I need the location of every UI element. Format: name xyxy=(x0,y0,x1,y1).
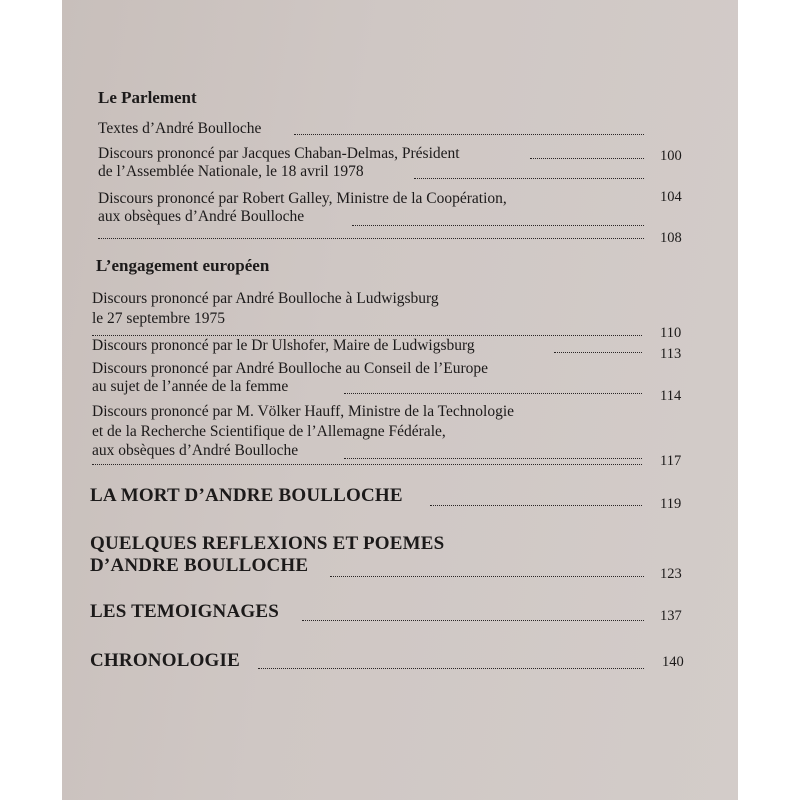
toc-page xyxy=(62,0,738,800)
toc-page-number: 108 xyxy=(660,230,682,246)
toc-entry-text: aux obsèques d’André Boulloche xyxy=(92,442,299,459)
toc-page-number: 100 xyxy=(660,148,682,164)
dot-leader xyxy=(258,668,644,669)
toc-entry-text: le 27 septembre 1975 xyxy=(92,310,226,327)
toc-page-number: 140 xyxy=(662,654,684,670)
section-title-parlement: Le Parlement xyxy=(98,88,197,107)
toc-entry-text: au sujet de l’année de la femme xyxy=(92,378,289,395)
toc-page-number: 117 xyxy=(660,453,682,469)
toc-entry-text: Textes d’André Boulloche xyxy=(98,120,262,137)
dot-leader xyxy=(294,134,644,135)
toc-entry-text: aux obsèques d’André Boulloche xyxy=(98,208,305,225)
toc-entry-text: Discours prononcé par Jacques Chaban-Delmas, Président xyxy=(98,145,460,162)
toc-page-number: 123 xyxy=(660,566,682,582)
toc-entry-text: et de la Recherche Scientifique de l’Allemagne Fédérale, xyxy=(92,423,446,440)
dot-leader xyxy=(92,335,642,336)
chapter-title: CHRONOLOGIE xyxy=(90,650,240,671)
dot-leader xyxy=(330,576,644,577)
toc-entry-text: Discours prononcé par André Boulloche au Conseil de l’Europe xyxy=(92,360,489,377)
toc-entry-text: de l’Assemblée Nationale, le 18 avril 1978 xyxy=(98,163,364,180)
dot-leader xyxy=(98,238,644,239)
toc-page-number: 113 xyxy=(660,346,682,362)
toc-entry-text: Discours prononcé par le Dr Ulshofer, Maire de Ludwigsburg xyxy=(92,337,475,354)
toc-entry-text: Discours prononcé par M. Völker Hauff, Ministre de la Technologie xyxy=(92,403,515,420)
toc-page-number: 104 xyxy=(660,189,682,205)
dot-leader xyxy=(352,225,644,226)
dot-leader xyxy=(554,352,642,353)
chapter-title: LA MORT D’ANDRE BOULLOCHE xyxy=(90,485,403,506)
dot-leader xyxy=(92,464,642,465)
toc-page-number: 119 xyxy=(660,496,682,512)
chapter-title: QUELQUES REFLEXIONS ET POEMES xyxy=(90,533,445,554)
dot-leader xyxy=(414,178,644,179)
dot-leader xyxy=(344,458,642,459)
toc-entry-text: Discours prononcé par André Boulloche à Ludwigsburg xyxy=(92,290,439,307)
toc-page-number: 110 xyxy=(660,325,682,341)
dot-leader xyxy=(430,505,642,506)
toc-page-number: 114 xyxy=(660,388,682,404)
chapter-title: LES TEMOIGNAGES xyxy=(90,601,280,622)
section-title-engagement: L’engagement européen xyxy=(96,256,270,275)
dot-leader xyxy=(344,393,642,394)
chapter-title: D’ANDRE BOULLOCHE xyxy=(90,555,309,576)
dot-leader xyxy=(530,158,644,159)
dot-leader xyxy=(302,620,644,621)
toc-page-number: 137 xyxy=(660,608,682,624)
toc-entry-text: Discours prononcé par Robert Galley, Ministre de la Coopération, xyxy=(98,190,507,207)
